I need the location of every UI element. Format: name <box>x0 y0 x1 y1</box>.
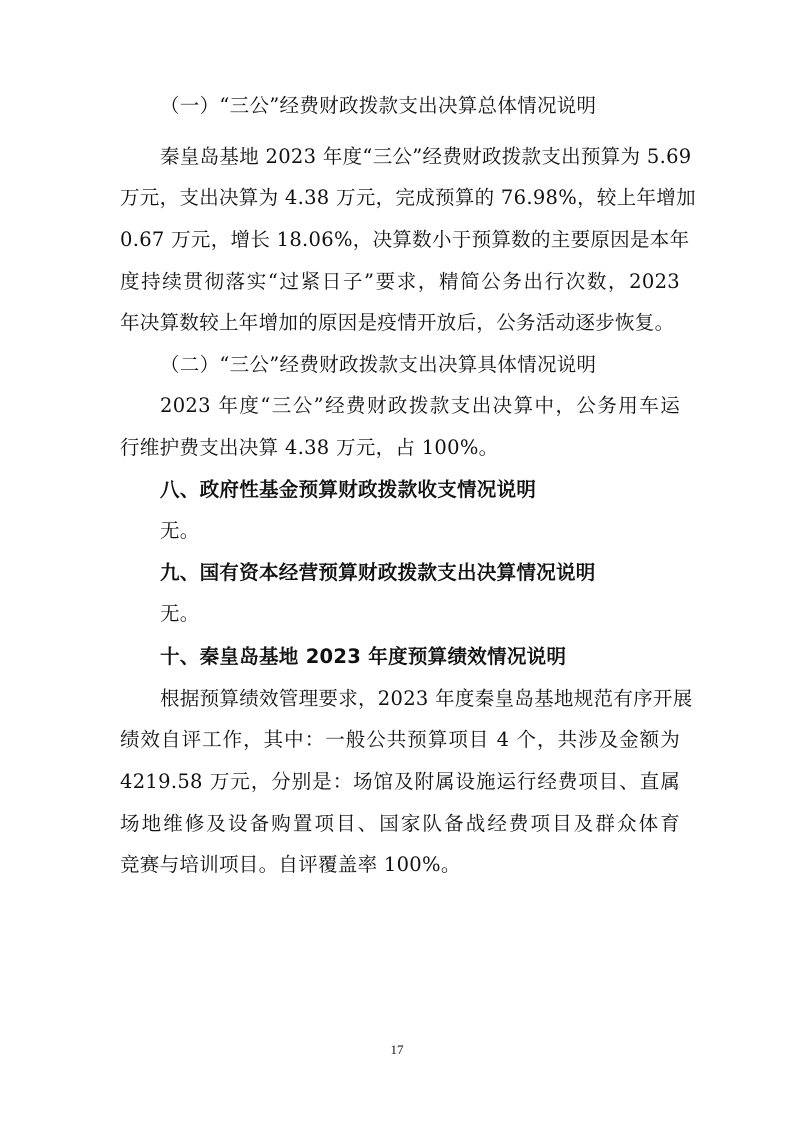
page-number: 17 <box>390 1042 404 1057</box>
section-body-8: 无。 <box>160 519 200 542</box>
paragraph-line: 绩效自评工作，其中：一般公共预算项目 4 个，共涉及金额为 <box>120 728 680 751</box>
paragraph-line: 竞赛与培训项目。自评覆盖率 100%。 <box>120 853 461 876</box>
section-heading-9: 九、国有资本经营预算财政拨款支出决算情况说明 <box>160 561 596 584</box>
paragraph-line: 4219.58 万元，分别是：场馆及附属设施运行经费项目、直属 <box>120 770 680 793</box>
paragraph-line: 2023 年度“三公”经费财政拨款支出决算中，公务用车运 <box>160 394 680 417</box>
paragraph-line: 万元，支出决算为 4.38 万元，完成预算的 76.98%，较上年增加 <box>120 186 696 209</box>
paragraph-line: 根据预算绩效管理要求，2023 年度秦皇岛基地规范有序开展 <box>160 687 693 710</box>
subsection-title-1: （一）“三公”经费财政拨款支出决算总体情况说明 <box>160 94 597 117</box>
section-body-9: 无。 <box>160 602 200 625</box>
paragraph-line: 秦皇岛基地 2023 年度“三公”经费财政拨款支出预算为 5.69 <box>160 145 692 168</box>
paragraph-line: 场地维修及设备购置项目、国家队备战经费项目及群众体育 <box>120 812 680 835</box>
section-heading-8: 八、政府性基金预算财政拨款收支情况说明 <box>160 478 537 501</box>
paragraph-line: 0.67 万元，增长 18.06%，决算数小于预算数的主要原因是本年 <box>120 228 690 251</box>
paragraph-line: 年决算数较上年增加的原因是疫情开放后，公务活动逐步恢复。 <box>120 311 675 334</box>
section-heading-10: 十、秦皇岛基地 2023 年度预算绩效情况说明 <box>160 645 567 668</box>
paragraph-line: 行维护费支出决算 4.38 万元，占 100%。 <box>120 436 499 459</box>
paragraph-line: 度持续贯彻落实“过紧日子”要求，精简公务出行次数，2023 <box>120 270 680 293</box>
subsection-title-2: （二）“三公”经费财政拨款支出决算具体情况说明 <box>160 353 597 376</box>
